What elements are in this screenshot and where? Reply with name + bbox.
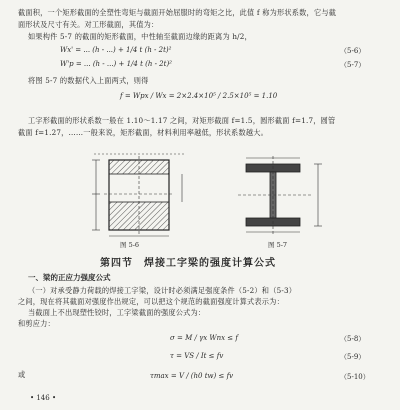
figure-caption: 图 5-7	[268, 241, 288, 249]
equation: τ = VS / It ≤ fv	[170, 352, 224, 360]
text-line: 和剪应力：	[18, 319, 55, 328]
section-title: 第四节 焊接工字梁的强度计算公式	[100, 258, 276, 269]
equation: Wx' = ... (h - ...) + 1/4 t (h - 2t)²	[60, 46, 172, 54]
text-line: （一）对承受静力荷载的焊接工字梁，设计时必须满足强度条件（5-2）和（5-3）	[28, 286, 297, 295]
text-line: 之间，现在将其截面对强度作出规定，可以把这个规范的截面强度计算式表示为：	[18, 297, 284, 306]
equation-number: （5-7）	[340, 61, 366, 69]
text-line: 截面积，一个矩形截面的全塑性弯矩与截面开始屈服时的弯矩之比，此值 f 称为形状系数，它与截	[18, 8, 337, 17]
equation-number: （5-8）	[340, 335, 366, 343]
text-line: 当截面上不出现塑性铰时，工字梁截面的强度公式为：	[28, 308, 206, 317]
equation: W'p = ... (h - ...) + 1/4 t (h - 2t)²	[60, 60, 172, 68]
equation: f = Wpx / Wx = 2×2.4×10⁵ / 2.5×10⁵ = 1.10	[120, 92, 278, 100]
text-line: 截面 f=1.27，……一般来说，矩形截面，材料利用率越低，形状系数越大。	[18, 128, 268, 137]
text-line: 面形状及尺寸有关。对工形截面，其值为：	[18, 20, 159, 29]
equation: σ = M / γx Wnx ≤ f	[170, 334, 238, 342]
text-line: 工字形截面的形状系数一般在 1.10～1.17 之间，对矩形截面 f=1.5，圆形截面 f=1.7，圆管	[28, 116, 336, 125]
rectangular-section-figure	[84, 150, 194, 240]
i-section-figure	[228, 150, 328, 240]
subsection-title: 一、梁的正应力强度公式	[28, 273, 111, 282]
equation-number: （5-9）	[340, 353, 366, 361]
figure-caption: 图 5-6	[120, 241, 140, 249]
equation-number: （5-6）	[340, 47, 366, 55]
page-number: • 146 •	[30, 394, 57, 402]
equation-number: （5-10）	[340, 373, 370, 381]
text-line: 将图 5-7 的数据代入上面两式，则得	[28, 76, 149, 85]
text-line: 或	[18, 370, 26, 379]
text-line: 如果构件 5-7 的截面的矩形截面，中性轴至截面边缘的距离为 h/2，	[28, 32, 252, 41]
equation: τmax = V / (h0 tw) ≤ fv	[150, 372, 234, 380]
